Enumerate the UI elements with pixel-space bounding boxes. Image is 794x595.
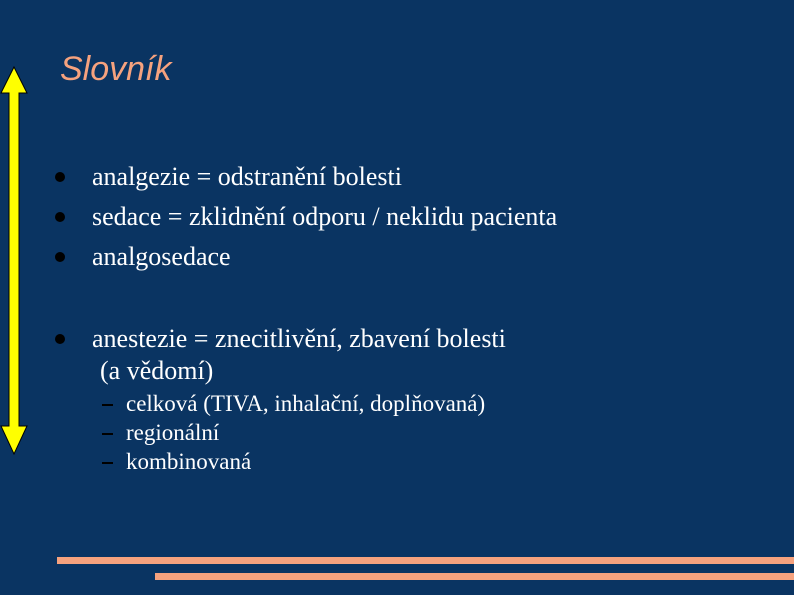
double-arrow-icon <box>0 0 40 460</box>
bullet-dot-icon <box>55 212 65 222</box>
bullet-dot-icon <box>55 334 65 344</box>
sub-list-item-text: celková (TIVA, inhalační, doplňovaná) <box>126 391 486 416</box>
list-item-text: sedace = zklidnění odporu / neklidu pacienta <box>92 202 558 231</box>
list-item-text: analgosedace <box>92 242 231 271</box>
sub-list-item-text: regionální <box>126 420 220 445</box>
dash-icon <box>102 404 113 406</box>
dash-icon <box>102 433 113 435</box>
decorative-bar-bottom <box>155 573 794 580</box>
decorative-bar-top <box>57 557 794 564</box>
list-item-continuation-text: (a vědomí) <box>100 356 214 385</box>
dash-icon <box>102 462 113 464</box>
bullet-dot-icon <box>55 252 65 262</box>
list-item-text: analgezie = odstranění bolesti <box>92 162 402 191</box>
bullet-dot-icon <box>55 172 65 182</box>
list-item-text: anestezie = znecitlivění, zbavení bolesti <box>92 324 506 353</box>
sub-list-item-text: kombinovaná <box>126 449 252 474</box>
slide-title: Slovník <box>60 50 172 88</box>
